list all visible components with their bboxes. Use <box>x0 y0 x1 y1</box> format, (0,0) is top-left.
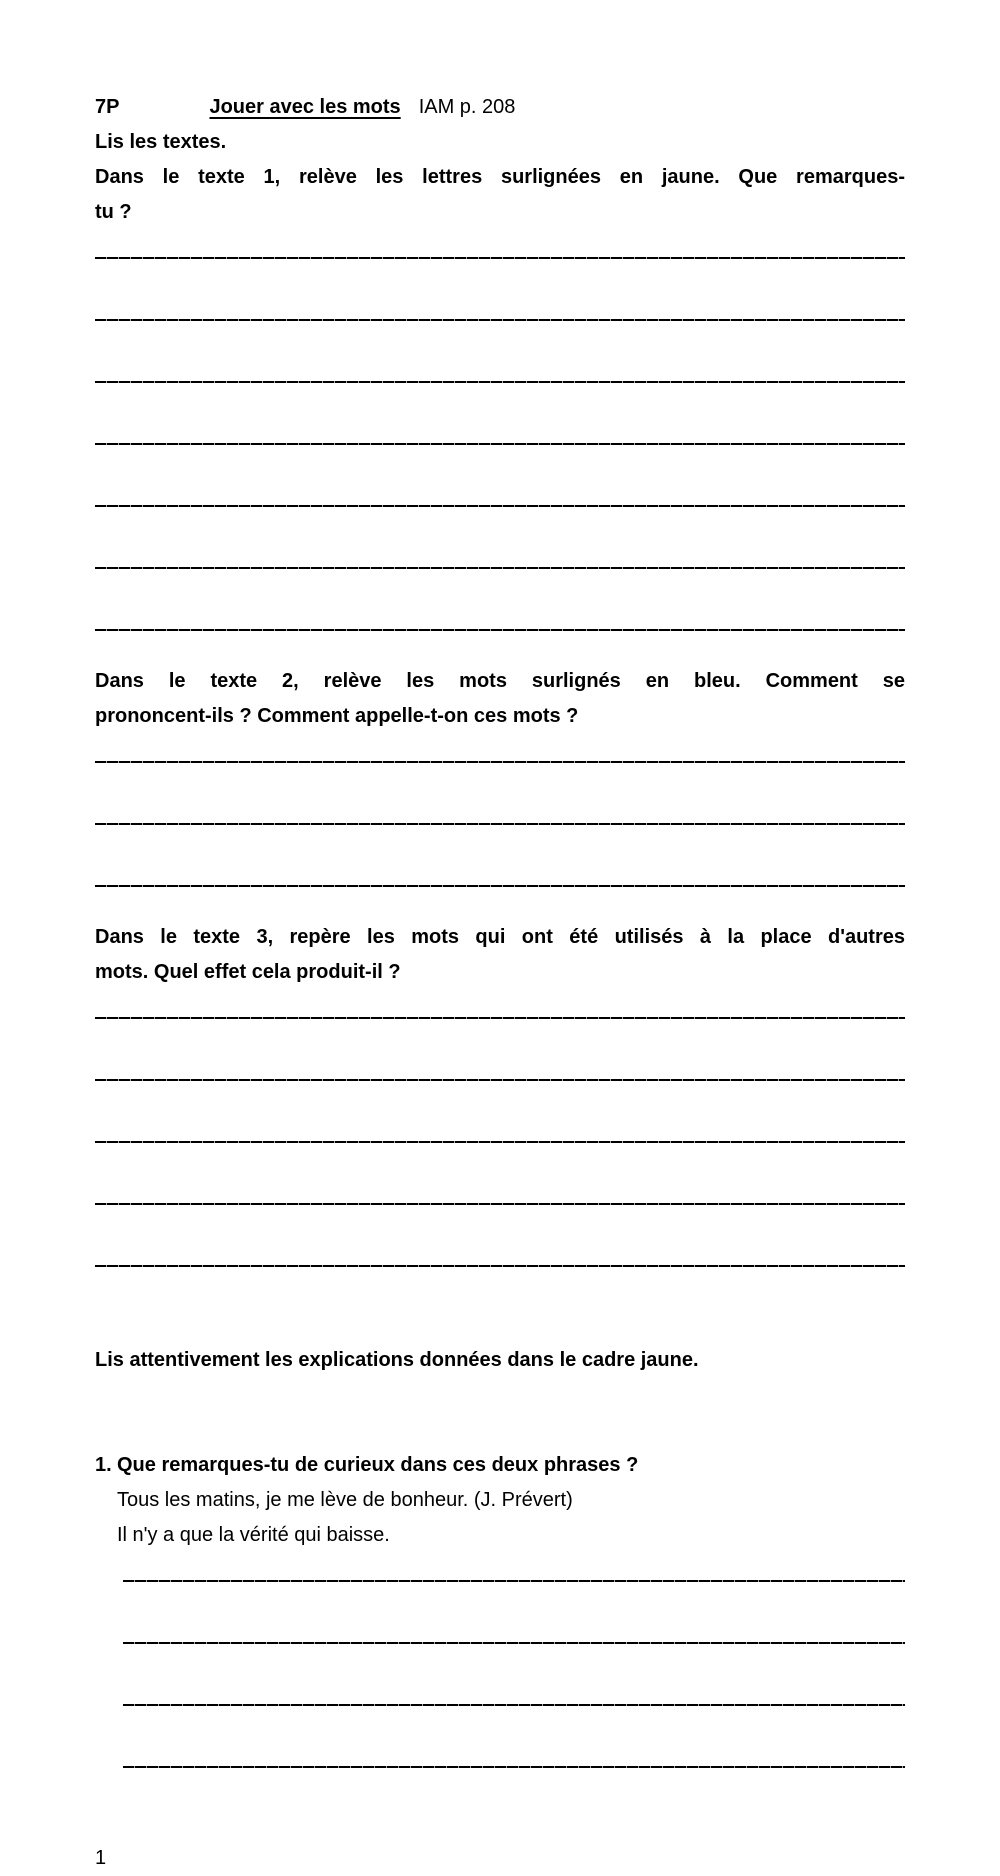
answer-line <box>95 319 905 354</box>
page-number: 1 <box>95 1847 107 1869</box>
exercise-1-number: 1. <box>95 1454 112 1476</box>
answer-line <box>123 1704 905 1739</box>
course-code: 7P <box>95 96 120 118</box>
exercise-1-example-1: Tous les matins, je me lève de bonheur. (J. Prévert) <box>117 1489 573 1511</box>
question-3-line-1: Dans le texte 3, repère les mots qui ont été utilisés à la place d'autres <box>95 926 905 948</box>
answer-line <box>95 761 905 796</box>
answer-line <box>95 1265 905 1300</box>
answer-line <box>123 1580 905 1615</box>
answer-line <box>123 1766 905 1801</box>
answer-line <box>95 1203 905 1238</box>
answer-line <box>95 1141 905 1176</box>
answer-lines-block-4 <box>123 1580 905 1801</box>
intro-instruction: Lis les textes. <box>95 131 227 153</box>
question-2 <box>95 664 905 734</box>
answer-line <box>95 1079 905 1114</box>
answer-line <box>123 1642 905 1677</box>
answer-lines-block-1 <box>95 257 905 664</box>
answer-line <box>95 1017 905 1052</box>
answer-lines-block-2 <box>95 761 905 920</box>
answer-line <box>95 885 905 920</box>
answer-line <box>95 257 905 292</box>
answer-line <box>95 567 905 602</box>
worksheet-title: Jouer avec les mots <box>209 96 401 118</box>
answer-line <box>95 505 905 540</box>
exercise-1-question: Que remarques-tu de curieux dans ces deux phrases ? <box>117 1454 639 1476</box>
answer-line <box>95 823 905 858</box>
question-3-line-2: mots. Quel effet cela produit-il ? <box>95 961 401 983</box>
answer-line <box>95 443 905 478</box>
answer-line <box>95 629 905 664</box>
exercise-1-example-2: Il n'y a que la vérité qui baisse. <box>117 1524 390 1546</box>
question-3 <box>95 920 905 990</box>
question-1-line-1: Dans le texte 1, relève les lettres surlignées en jaune. Que remarques- <box>95 166 905 188</box>
question-1-line-2: tu ? <box>95 201 132 223</box>
question-2-line-1: Dans le texte 2, relève les mots surlignés en bleu. Comment se <box>95 670 905 692</box>
question-1 <box>95 160 905 230</box>
page-reference: IAM p. 208 <box>418 96 516 118</box>
question-2-line-2: prononcent-ils ? Comment appelle-t-on ces mots ? <box>95 705 579 727</box>
answer-lines-block-3 <box>95 1017 905 1300</box>
reading-instruction: Lis attentivement les explications données dans le cadre jaune. <box>95 1349 699 1371</box>
answer-line <box>95 381 905 416</box>
header <box>95 90 905 125</box>
exercise-1-question-row <box>95 1413 905 1483</box>
